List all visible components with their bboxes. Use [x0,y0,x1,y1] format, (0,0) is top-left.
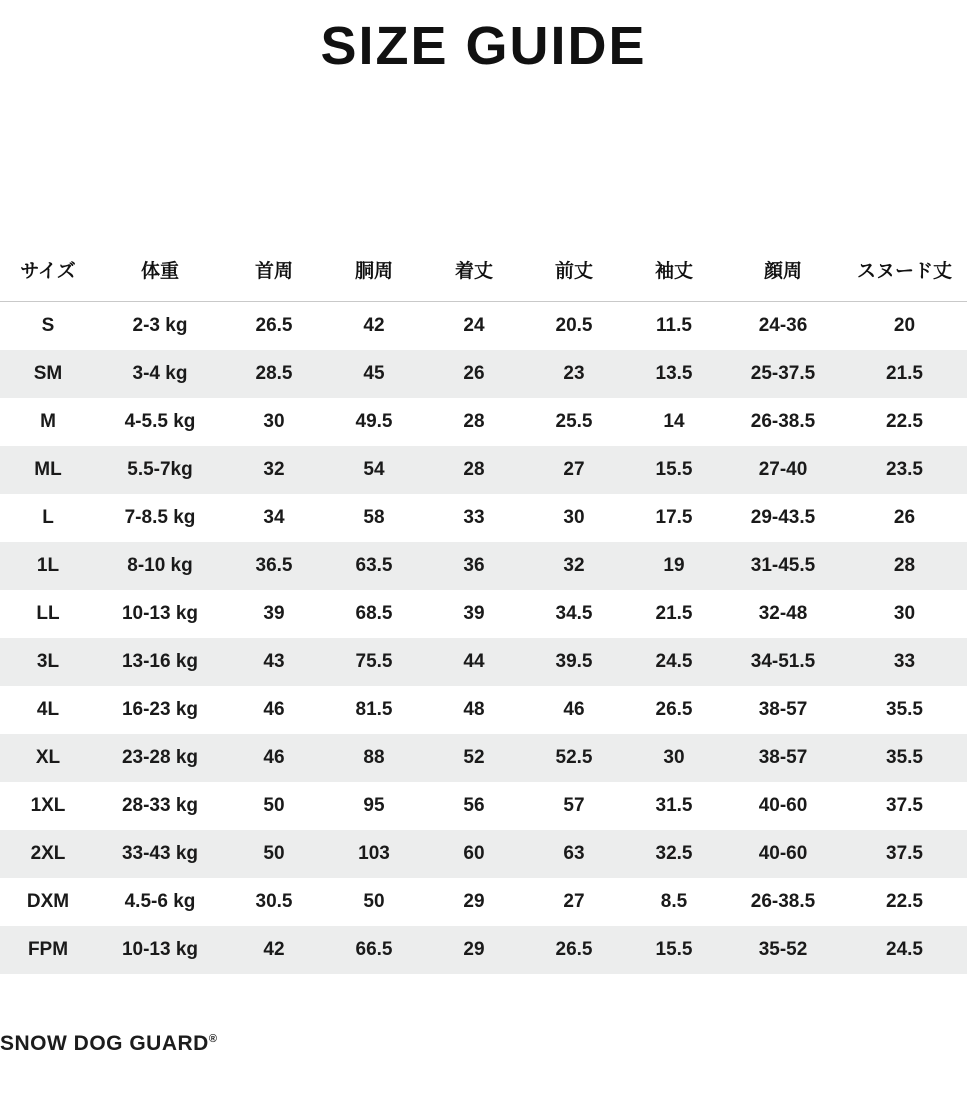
cell-front: 27 [563,891,585,912]
brand-footer [0,1032,217,1056]
page-title: SIZE GUIDE [320,16,647,76]
cell-neck: 50 [263,795,285,816]
cell-weight: 2-3 kg [132,315,188,336]
cell-size: 2XL [0,830,96,878]
cell-chest: 54 [324,446,424,494]
size-table-container [0,242,967,974]
cell-snood: 21.5 [842,350,967,398]
cell-weight: 28-33 kg [121,795,199,816]
cell-sleeve: 14 [663,411,685,432]
cell-weight: 4.5-6 kg [124,891,196,912]
cell-snood: 37.5 [842,830,967,878]
cell-sleeve: 32.5 [624,830,724,878]
cell-length: 29 [424,926,524,974]
cell-chest: 49.5 [355,411,393,432]
cell-chest: 95 [363,795,385,816]
cell-length: 39 [463,603,485,624]
cell-length: 28 [424,446,524,494]
table-header [0,242,967,302]
cell-chest: 88 [324,734,424,782]
table-body [0,302,967,975]
table-row [0,686,967,734]
cell-face: 25-37.5 [724,350,842,398]
registered-trademark-icon: ® [208,1033,218,1045]
cell-sleeve: 21.5 [655,603,693,624]
cell-sleeve: 15.5 [624,446,724,494]
table-row [0,830,967,878]
cell-face: 26-38.5 [750,411,816,432]
table-header-row [0,242,967,302]
cell-sleeve: 31.5 [655,795,693,816]
cell-length: 52 [424,734,524,782]
table-row [0,350,967,398]
cell-chest: 81.5 [355,699,393,720]
cell-chest: 75.5 [324,638,424,686]
cell-size: 4L [36,699,60,720]
table-row [0,302,967,351]
cell-chest: 63.5 [324,542,424,590]
cell-front: 39.5 [524,638,624,686]
cell-snood: 35.5 [886,699,923,720]
cell-neck: 34 [263,507,285,528]
table-row [0,878,967,926]
column-header-neck: 首周 [224,242,324,302]
cell-face: 34-51.5 [724,638,842,686]
cell-neck: 36.5 [224,542,324,590]
cell-face: 40-60 [724,830,842,878]
cell-weight: 23-28 kg [96,734,224,782]
cell-neck: 30 [263,411,285,432]
cell-face: 24-36 [758,315,808,336]
cell-length: 48 [463,699,485,720]
cell-length: 56 [463,795,485,816]
cell-sleeve: 19 [624,542,724,590]
cell-weight: 10-13 kg [96,926,224,974]
cell-front: 20.5 [555,315,593,336]
cell-snood: 30 [893,603,916,624]
cell-sleeve: 13.5 [624,350,724,398]
cell-neck: 28.5 [224,350,324,398]
cell-face: 31-45.5 [724,542,842,590]
cell-snood: 28 [842,542,967,590]
cell-size: XL [0,734,96,782]
cell-front: 57 [563,795,585,816]
cell-snood: 24.5 [842,926,967,974]
cell-front: 27 [524,446,624,494]
cell-front: 63 [524,830,624,878]
cell-face: 38-57 [724,734,842,782]
cell-sleeve: 26.5 [655,699,693,720]
cell-weight: 7-8.5 kg [124,507,196,528]
cell-neck: 46 [224,734,324,782]
cell-face: 27-40 [724,446,842,494]
cell-length: 44 [424,638,524,686]
column-header-chest: 胴周 [324,242,424,302]
cell-neck: 30.5 [255,891,293,912]
cell-length: 29 [463,891,485,912]
cell-front: 32 [524,542,624,590]
cell-weight: 33-43 kg [96,830,224,878]
cell-neck: 32 [224,446,324,494]
cell-size: ML [0,446,96,494]
cell-chest: 58 [363,507,385,528]
cell-neck: 39 [263,603,285,624]
cell-snood: 22.5 [886,411,923,432]
cell-length: 24 [463,315,485,336]
cell-front: 52.5 [524,734,624,782]
cell-chest: 66.5 [324,926,424,974]
cell-weight: 13-16 kg [96,638,224,686]
cell-size: 3L [0,638,96,686]
cell-sleeve: 30 [624,734,724,782]
column-header-front-length: 前丈 [524,242,624,302]
cell-size: LL [36,603,60,624]
table-row [0,398,967,446]
cell-weight: 4-5.5 kg [124,411,196,432]
cell-snood: 22.5 [886,891,923,912]
cell-neck: 26.5 [255,315,293,336]
cell-size: SM [0,350,96,398]
cell-neck: 46 [263,699,285,720]
size-guide-page [0,14,967,1094]
cell-front: 26.5 [524,926,624,974]
table-row [0,782,967,830]
cell-sleeve: 11.5 [656,315,692,336]
cell-size: FPM [0,926,96,974]
size-table [0,242,967,974]
column-header-length: 着丈 [424,242,524,302]
table-row [0,926,967,974]
table-row [0,494,967,542]
cell-snood: 26 [893,507,916,528]
column-header-snood: スヌード丈 [842,242,967,302]
cell-weight: 10-13 kg [121,603,199,624]
cell-length: 28 [463,411,485,432]
table-row [0,446,967,494]
cell-face: 35-52 [724,926,842,974]
cell-size: M [40,411,56,432]
cell-neck: 50 [224,830,324,878]
cell-front: 34.5 [555,603,593,624]
column-header-weight: 体重 [96,242,224,302]
cell-size: DXM [26,891,70,912]
cell-size: S [41,315,55,336]
cell-length: 26 [424,350,524,398]
column-header-sleeve: 袖丈 [624,242,724,302]
cell-face: 32-48 [758,603,808,624]
cell-front: 30 [563,507,585,528]
table-row [0,590,967,638]
brand-name: SNOW DOG GUARD [0,1032,209,1055]
cell-neck: 43 [224,638,324,686]
cell-front: 46 [563,699,585,720]
cell-length: 60 [424,830,524,878]
cell-chest: 103 [324,830,424,878]
cell-chest: 42 [363,315,385,336]
cell-length: 36 [424,542,524,590]
cell-chest: 68.5 [355,603,393,624]
table-row [0,638,967,686]
cell-size: L [42,507,54,528]
cell-length: 33 [463,507,485,528]
cell-weight: 8-10 kg [96,542,224,590]
cell-front: 25.5 [555,411,593,432]
cell-weight: 5.5-7kg [96,446,224,494]
table-row [0,734,967,782]
cell-chest: 50 [363,891,385,912]
cell-front: 23 [524,350,624,398]
cell-snood: 37.5 [886,795,923,816]
cell-size: 1L [0,542,96,590]
table-row [0,542,967,590]
cell-size: 1XL [30,795,66,816]
column-header-size: サイズ [0,242,96,302]
cell-snood: 33 [842,638,967,686]
cell-chest: 45 [324,350,424,398]
cell-snood: 35.5 [842,734,967,782]
cell-weight: 3-4 kg [96,350,224,398]
cell-face: 40-60 [758,795,808,816]
cell-face: 26-38.5 [750,891,816,912]
cell-sleeve: 17.5 [655,507,693,528]
cell-weight: 16-23 kg [121,699,199,720]
cell-snood: 23.5 [842,446,967,494]
cell-snood: 20 [893,315,916,336]
cell-sleeve: 8.5 [660,891,688,912]
cell-sleeve: 15.5 [624,926,724,974]
cell-sleeve: 24.5 [624,638,724,686]
cell-face: 38-57 [758,699,808,720]
cell-face: 29-43.5 [750,507,816,528]
cell-neck: 42 [224,926,324,974]
column-header-face: 顔周 [724,242,842,302]
